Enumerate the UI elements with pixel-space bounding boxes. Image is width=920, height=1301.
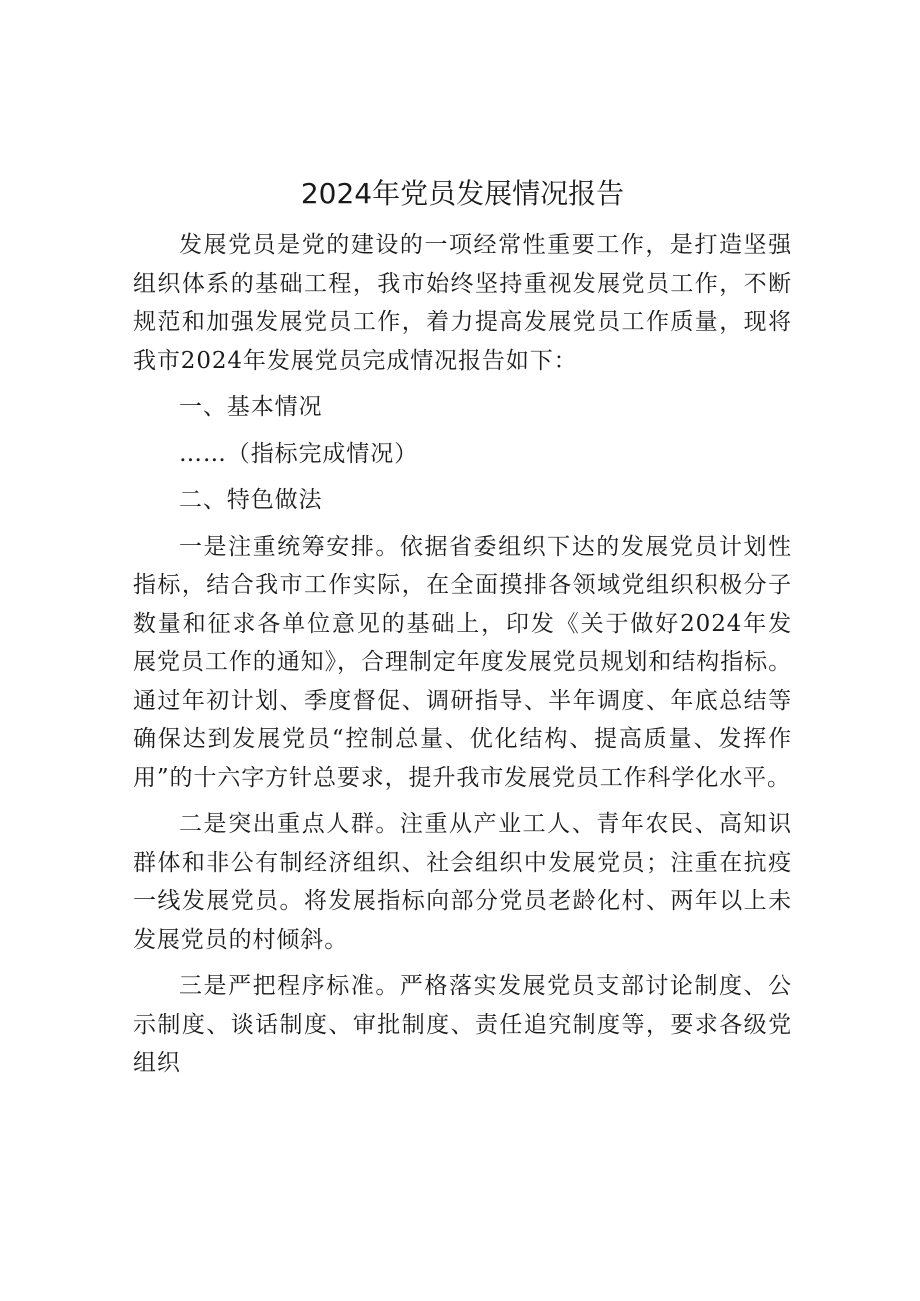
feature-paragraph-1: 一是注重统筹安排。依据省委组织下达的发展党员计划性指标，结合我市工作实际，在全面摸排各领域党组织积极分子数量和征求各单位意见的基础上，印发《关于做好2024年发展党员工作的通知》，合理制定年度发展党员规划和结构指标。通过年初计划、季度督促、调研指导、半年调度、年底总结等确保达到发展党员“控制总量、优化结构、提高质量、发挥作用”的十六字方针总要求，提升我市发展党员工作科学化水平。 bbox=[133, 533, 792, 791]
document-title: 2024年党员发展情况报告 bbox=[300, 177, 625, 210]
section-placeholder: ……（指标完成情况） bbox=[179, 440, 418, 467]
intro-paragraph: 发展党员是党的建设的一项经常性重要工作，是打造坚强组织体系的基础工程，我市始终坚持重视发展党员工作，不断规范和加强发展党员工作，着力提高发展党员工作质量，现将我市2024年发展党员完成情况报告如下： bbox=[133, 232, 792, 374]
section-heading-features: 二、特色做法 bbox=[179, 487, 323, 513]
section-heading-basic: 一、基本情况 bbox=[179, 394, 323, 420]
feature-paragraph-3: 三是严把程序标准。严格落实发展党员支部讨论制度、公示制度、谈话制度、审批制度、责任追究制度等，要求各级党组织 bbox=[133, 973, 792, 1076]
feature-paragraph-2: 二是突出重点人群。注重从产业工人、青年农民、高知识群体和非公有制经济组织、社会组织中发展党员；注重在抗疫一线发展党员。将发展指标向部分党员老龄化村、两年以上未发展党员的村倾斜。 bbox=[133, 811, 792, 953]
